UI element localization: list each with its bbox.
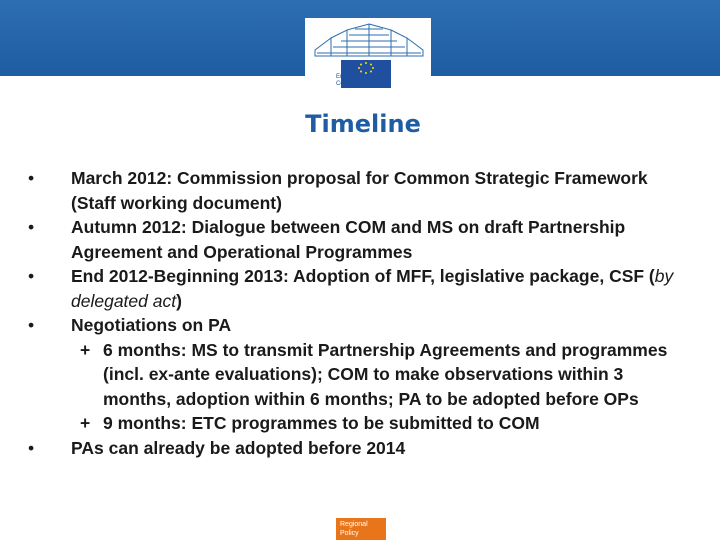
plus-icon: +	[80, 413, 91, 433]
bullet-item	[24, 436, 694, 461]
bullet-text: PAs can already be adopted before 2014	[71, 437, 406, 458]
bullet-dot-icon: •	[28, 168, 35, 188]
bullet-item	[24, 215, 694, 264]
bullet-text: End 2012-Beginning 2013: Adoption of MFF, legislative package, CSF (	[71, 266, 655, 286]
bullet-dot-icon: •	[28, 266, 35, 286]
sub-bullet-item	[24, 338, 694, 412]
bullet-text: )	[176, 290, 182, 311]
bullet-text: Negotiations on PA	[71, 315, 232, 335]
european-commission-logo	[305, 18, 431, 98]
bullet-text: 6 months: MS to transmit Partnership Agreements and programmes (incl. ex-ante evaluations); COM to make observations within 3 months, adoption within 6 months; PA to be adopted before OPs	[103, 339, 668, 409]
bullet-dot-icon: •	[28, 217, 35, 237]
sub-bullet-item	[24, 411, 694, 436]
slide-title: Timeline	[305, 110, 421, 138]
bullet-text: by delegated act	[71, 266, 674, 311]
bullet-dot-icon: •	[28, 315, 35, 335]
logo-text: European Commission	[336, 74, 370, 87]
regional-policy-tag: Regional Policy	[336, 518, 386, 540]
plus-icon: +	[80, 339, 91, 360]
bullet-item	[24, 264, 694, 313]
bullet-list	[24, 166, 694, 460]
bullet-text: Autumn 2012: Dialogue between COM and MS on draft Partnership Agreement and Operational Programmes	[71, 217, 626, 262]
bullet-item	[24, 313, 694, 338]
bullet-dot-icon: •	[28, 437, 35, 458]
berlaymont-building-icon	[311, 20, 427, 58]
bullet-item	[24, 166, 694, 215]
bullet-text: 9 months: ETC programmes to be submitted to COM	[103, 413, 540, 433]
bullet-text: March 2012: Commission proposal for Common Strategic Framework (Staff working document)	[71, 168, 648, 213]
